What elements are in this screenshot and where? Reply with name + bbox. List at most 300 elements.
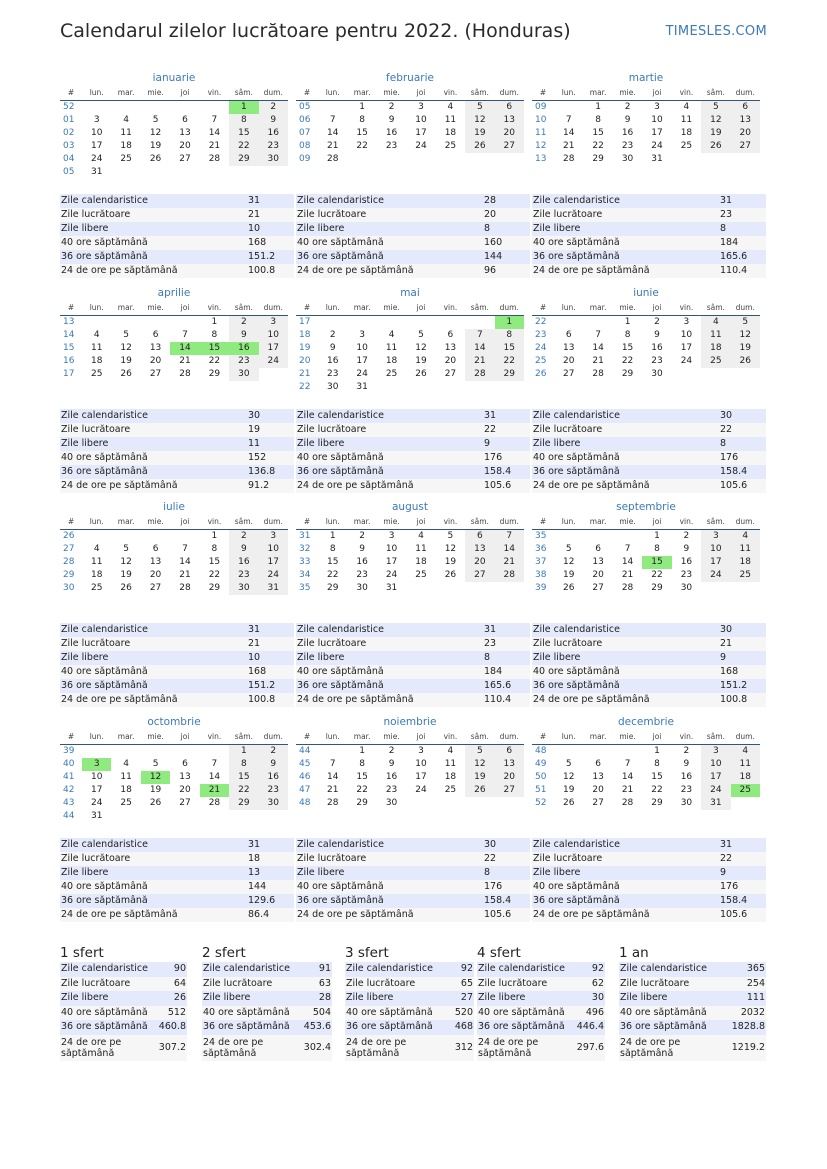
day-header: mar. — [347, 730, 376, 745]
stats-row — [296, 623, 530, 637]
day-header: sâm. — [701, 301, 730, 316]
week-number: 42 — [63, 785, 75, 795]
day-cell: 20 — [149, 356, 162, 366]
stats-row — [296, 236, 530, 250]
stats-row — [532, 693, 766, 707]
day-cell: 23 — [385, 785, 398, 795]
day-cell — [111, 316, 140, 329]
day-cell: 17 — [385, 557, 398, 567]
day-cell: 21 — [179, 356, 191, 366]
day-cell: 27 — [592, 583, 604, 593]
summary-value: 28 — [318, 992, 331, 1003]
day-cell: 5 — [418, 330, 424, 340]
day-cell: 26 — [149, 798, 162, 808]
month-calendar — [532, 70, 760, 166]
stats-label: 24 de ore pe săptămână — [61, 694, 178, 705]
day-cell — [583, 316, 612, 329]
summary-label: Zile calendaristice — [478, 963, 565, 974]
stats-row — [296, 838, 530, 852]
week-number: 07 — [299, 128, 311, 138]
day-cell: 22 — [621, 356, 634, 366]
day-cell: 11 — [90, 557, 103, 567]
day-cell: 24 — [701, 569, 730, 582]
day-header: sâm. — [465, 301, 494, 316]
day-cell: 7 — [465, 329, 494, 342]
day-cell: 18 — [731, 556, 760, 569]
summary-row — [60, 977, 187, 992]
day-cell: 6 — [495, 101, 524, 114]
stats-value: 129.6 — [248, 895, 276, 906]
stats-label: 40 ore săptămână — [61, 881, 148, 892]
summary-row — [60, 962, 187, 977]
day-cell: 19 — [731, 342, 760, 355]
day-cell: 2 — [229, 530, 258, 543]
day-cell — [259, 166, 288, 179]
day-cell: 28 — [208, 154, 221, 164]
stats-value: 176 — [484, 452, 503, 463]
day-cell — [465, 582, 494, 595]
day-cell — [406, 153, 435, 166]
day-cell: 16 — [259, 127, 288, 140]
day-cell: 19 — [149, 785, 162, 795]
day-cell: 28 — [621, 583, 634, 593]
stats-label: Zile libere — [297, 867, 345, 878]
day-cell: 16 — [259, 771, 288, 784]
day-cell: 23 — [259, 140, 288, 153]
day-cell: 11 — [120, 772, 132, 782]
week-number: 14 — [63, 330, 75, 340]
day-cell: 1 — [359, 746, 365, 756]
day-cell — [347, 316, 376, 329]
day-cell: 25 — [731, 569, 760, 582]
month-name: mai — [400, 287, 420, 299]
summary-row — [202, 1020, 332, 1035]
day-cell: 23 — [385, 141, 398, 151]
day-cell: 26 — [149, 154, 162, 164]
day-cell — [613, 745, 642, 758]
week-number: 09 — [535, 102, 547, 112]
week-number: 51 — [535, 785, 547, 795]
stats-label: 36 ore săptămână — [61, 680, 148, 691]
day-cell: 3 — [418, 746, 424, 756]
month-stats — [296, 194, 530, 278]
stats-value: 31 — [484, 410, 497, 421]
day-cell — [672, 153, 701, 166]
week-number: 45 — [299, 759, 311, 769]
day-cell: 11 — [120, 128, 132, 138]
month-grid — [60, 730, 288, 823]
day-cell — [318, 316, 347, 329]
day-cell: 9 — [683, 544, 690, 554]
day-cell: 10 — [385, 544, 398, 554]
day-cell: 9 — [388, 759, 395, 769]
day-cell: 2 — [654, 317, 660, 327]
day-header: sâm. — [465, 86, 494, 101]
day-cell — [554, 530, 583, 543]
day-header: vin. — [672, 730, 701, 745]
day-cell: 18 — [444, 128, 457, 138]
stats-label: 24 de ore pe săptămână — [533, 265, 650, 276]
day-header: sâm. — [229, 301, 258, 316]
day-cell: 29 — [229, 797, 258, 810]
summary-row — [477, 1020, 605, 1035]
stats-row — [532, 637, 766, 651]
day-cell — [465, 316, 494, 329]
stats-label: 24 de ore pe săptămână — [533, 909, 650, 920]
day-cell: 2 — [359, 531, 365, 541]
stats-label: Zile lucrătoare — [297, 424, 367, 435]
week-number: 44 — [63, 811, 75, 821]
week-number: 21 — [299, 369, 311, 379]
day-cell: 17 — [415, 772, 427, 782]
day-cell: 28 — [179, 583, 191, 593]
day-cell: 7 — [595, 330, 601, 340]
stats-row — [60, 908, 294, 922]
day-cell: 26 — [444, 570, 457, 580]
day-cell — [111, 810, 140, 823]
summary-value: 91 — [318, 963, 331, 974]
stats-value: 23 — [720, 209, 733, 220]
stats-label: Zile calendaristice — [61, 839, 148, 850]
day-header: # — [532, 86, 554, 101]
day-header: mie. — [613, 730, 642, 745]
day-cell: 20 — [592, 570, 604, 580]
stats-row — [296, 437, 530, 451]
month-grid — [296, 86, 524, 166]
day-cell: 10 — [415, 115, 427, 125]
day-cell: 30 — [326, 382, 339, 392]
day-cell: 28 — [495, 569, 524, 582]
day-cell: 4 — [123, 115, 129, 125]
day-cell: 2 — [683, 531, 690, 541]
stats-row — [60, 409, 294, 423]
stats-row — [60, 852, 294, 866]
day-cell: 25 — [680, 141, 693, 151]
day-cell: 30 — [259, 797, 288, 810]
day-cell: 30 — [651, 369, 663, 379]
stats-label: Zile calendaristice — [61, 624, 148, 635]
day-cell: 4 — [123, 759, 129, 769]
stats-row — [532, 250, 766, 264]
day-cell — [200, 745, 229, 758]
day-cell: 21 — [179, 570, 191, 580]
day-cell: 28 — [562, 154, 575, 164]
stats-row — [296, 194, 530, 208]
day-cell — [170, 530, 199, 543]
summary-label: 36 ore săptămână — [478, 1021, 565, 1032]
day-cell: 12 — [465, 114, 494, 127]
day-header: joi — [406, 730, 435, 745]
week-number: 32 — [299, 544, 311, 554]
day-header: vin. — [672, 86, 701, 101]
day-cell: 14 — [562, 128, 575, 138]
day-cell: 7 — [624, 759, 631, 769]
day-cell: 2 — [624, 102, 631, 112]
day-header: sâm. — [229, 515, 258, 530]
day-cell: 24 — [356, 369, 368, 379]
day-header: vin. — [436, 515, 465, 530]
stats-value: 160 — [484, 237, 503, 248]
stats-value: 30 — [248, 410, 261, 421]
stats-label: 24 de ore pe săptămână — [61, 265, 178, 276]
day-cell: 25 — [385, 369, 398, 379]
stats-label: 36 ore săptămână — [533, 251, 620, 262]
day-cell: 7 — [211, 115, 218, 125]
day-cell: 23 — [680, 785, 693, 795]
week-number: 39 — [535, 583, 547, 593]
stats-label: 24 de ore pe săptămână — [297, 694, 414, 705]
day-cell: 11 — [731, 758, 760, 771]
day-cell: 28 — [621, 798, 634, 808]
day-cell — [554, 745, 583, 758]
week-number: 29 — [63, 570, 75, 580]
stats-value: 31 — [248, 195, 261, 206]
day-header: mar. — [111, 301, 140, 316]
day-cell: 20 — [465, 556, 494, 569]
day-cell: 25 — [444, 785, 457, 795]
day-cell: 22 — [356, 785, 368, 795]
day-header: vin. — [200, 730, 229, 745]
stats-row — [60, 623, 294, 637]
stats-value: 136.8 — [248, 466, 276, 477]
summary-label: 24 de ore pe săptămână — [203, 1036, 264, 1059]
day-cell: 18 — [385, 356, 398, 366]
day-cell: 3 — [359, 330, 365, 340]
summary-value: 302.4 — [303, 1041, 331, 1053]
stats-value: 151.2 — [248, 680, 276, 691]
summary-row — [619, 1006, 766, 1021]
day-cell: 9 — [229, 329, 258, 342]
day-cell: 20 — [562, 356, 575, 366]
week-number: 20 — [299, 356, 311, 366]
stats-label: 40 ore săptămână — [533, 881, 620, 892]
day-cell: 14 — [621, 772, 634, 782]
day-cell: 13 — [444, 343, 457, 353]
day-cell: 6 — [495, 745, 524, 758]
day-cell: 3 — [418, 102, 424, 112]
stats-row — [60, 451, 294, 465]
day-cell — [436, 381, 465, 394]
stats-value: 176 — [484, 881, 503, 892]
summary-row — [202, 1035, 332, 1061]
day-cell: 4 — [418, 531, 424, 541]
day-header: mie. — [377, 301, 406, 316]
day-cell: 1 — [624, 317, 631, 327]
day-cell: 18 — [680, 128, 693, 138]
week-number: 40 — [63, 759, 75, 769]
day-header: vin. — [672, 515, 701, 530]
day-cell: 6 — [595, 759, 601, 769]
stats-row — [60, 437, 294, 451]
week-number: 15 — [63, 343, 75, 353]
week-number: 18 — [299, 330, 311, 340]
month-stats — [296, 838, 530, 922]
day-cell: 24 — [90, 154, 103, 164]
month-stats — [296, 409, 530, 493]
day-header: mie. — [377, 86, 406, 101]
day-cell: 6 — [465, 530, 494, 543]
stats-value: 100.8 — [720, 694, 748, 705]
summary-value: 92 — [460, 963, 473, 974]
day-header: dum. — [259, 730, 288, 745]
day-cell: 17 — [701, 556, 730, 569]
week-number: 52 — [63, 102, 75, 112]
day-cell: 8 — [229, 758, 258, 771]
day-header: lun. — [318, 301, 347, 316]
day-cell: 21 — [592, 356, 604, 366]
day-cell: 22 — [326, 570, 339, 580]
week-number: 03 — [63, 141, 75, 151]
stats-label: 24 de ore pe săptămână — [297, 909, 414, 920]
day-cell — [141, 810, 170, 823]
day-cell — [82, 316, 111, 329]
week-number: 16 — [63, 356, 75, 366]
summary-label: 24 de ore pe săptămână — [478, 1036, 539, 1059]
month-calendar — [532, 285, 760, 381]
week-number: 10 — [535, 115, 547, 125]
day-cell: 10 — [680, 330, 693, 340]
month-stats — [60, 194, 294, 278]
stats-value: 105.6 — [720, 909, 748, 920]
stats-label: 36 ore săptămână — [61, 895, 148, 906]
stats-value: 8 — [484, 652, 491, 663]
stats-value: 22 — [720, 853, 733, 864]
summary-label: Zile libere — [203, 992, 251, 1003]
day-cell: 8 — [359, 115, 365, 125]
stats-value: 168 — [248, 237, 267, 248]
day-cell: 20 — [179, 141, 191, 151]
day-cell: 16 — [356, 557, 368, 567]
stats-row — [532, 423, 766, 437]
day-cell: 4 — [731, 745, 760, 758]
day-cell: 11 — [444, 759, 457, 769]
stats-label: Zile calendaristice — [297, 624, 384, 635]
day-cell: 27 — [592, 798, 604, 808]
stats-value: 31 — [720, 839, 733, 850]
day-cell — [200, 810, 229, 823]
summary-value: 30 — [591, 992, 604, 1003]
day-cell: 7 — [211, 759, 218, 769]
day-cell: 27 — [179, 798, 191, 808]
stats-value: 8 — [484, 867, 491, 878]
stats-row — [60, 423, 294, 437]
week-number: 27 — [63, 544, 75, 554]
day-cell: 6 — [182, 759, 188, 769]
day-cell: 16 — [229, 556, 258, 569]
day-cell: 31 — [385, 583, 398, 593]
day-header: joi — [170, 301, 199, 316]
day-cell: 5 — [447, 531, 454, 541]
day-cell: 28 — [208, 798, 221, 808]
stats-value: 8 — [484, 223, 491, 234]
day-cell: 25 — [731, 784, 760, 797]
day-cell: 12 — [444, 544, 457, 554]
day-cell: 15 — [208, 557, 221, 567]
day-header: vin. — [436, 730, 465, 745]
stats-value: 21 — [248, 638, 261, 649]
stats-row — [60, 479, 294, 493]
stats-value: 9 — [484, 438, 491, 449]
day-header: mie. — [377, 515, 406, 530]
day-cell: 24 — [90, 798, 103, 808]
day-cell: 9 — [683, 759, 690, 769]
summary-value: 453.6 — [303, 1021, 331, 1032]
day-header: mie. — [141, 86, 170, 101]
day-cell: 20 — [495, 127, 524, 140]
week-number: 05 — [63, 167, 75, 177]
summary-label: 40 ore săptămână — [478, 1006, 565, 1018]
week-number: 23 — [535, 330, 547, 340]
day-header: mar. — [111, 730, 140, 745]
summary-row — [477, 991, 605, 1006]
day-cell: 18 — [90, 570, 103, 580]
day-cell: 13 — [495, 114, 524, 127]
day-cell: 7 — [329, 115, 336, 125]
month-calendar — [60, 499, 288, 595]
stats-value: 151.2 — [248, 251, 276, 262]
day-header: mie. — [377, 730, 406, 745]
day-cell: 14 — [208, 128, 221, 138]
stats-label: 36 ore săptămână — [533, 466, 620, 477]
day-cell: 25 — [444, 141, 457, 151]
month-name: decembrie — [618, 716, 674, 728]
month-grid — [532, 515, 760, 595]
day-cell: 6 — [182, 115, 188, 125]
day-cell: 31 — [651, 154, 663, 164]
day-cell: 8 — [229, 114, 258, 127]
stats-label: Zile libere — [533, 652, 581, 663]
day-cell: 25 — [90, 583, 103, 593]
day-cell: 21 — [621, 570, 634, 580]
summary-title: 2 sfert — [202, 945, 246, 961]
week-number: 22 — [535, 317, 547, 327]
day-cell: 13 — [495, 758, 524, 771]
day-cell: 15 — [356, 128, 368, 138]
summary-row — [619, 962, 766, 977]
stats-value: 22 — [720, 424, 733, 435]
day-cell: 26 — [562, 798, 575, 808]
day-header: mar. — [583, 301, 612, 316]
day-cell: 16 — [229, 342, 258, 355]
stats-value: 165.6 — [484, 680, 512, 691]
summary-row — [202, 1006, 332, 1021]
week-number: 04 — [63, 154, 75, 164]
site-link[interactable]: TIMESLES.COM — [665, 24, 767, 39]
stats-label: 40 ore săptămână — [61, 666, 148, 677]
day-cell: 5 — [123, 544, 129, 554]
day-cell: 22 — [651, 570, 663, 580]
day-header: dum. — [259, 301, 288, 316]
summary-label: Zile calendaristice — [346, 963, 433, 974]
stats-value: 31 — [484, 624, 497, 635]
summary-block — [619, 944, 766, 1061]
stats-row — [532, 866, 766, 880]
month-grid — [296, 515, 524, 595]
week-number: 41 — [63, 772, 75, 782]
stats-value: 168 — [248, 666, 267, 677]
day-cell: 10 — [415, 759, 427, 769]
day-cell — [731, 368, 760, 381]
day-cell: 4 — [731, 530, 760, 543]
stats-row — [60, 838, 294, 852]
day-cell: 24 — [415, 785, 427, 795]
stats-value: 144 — [248, 881, 267, 892]
day-cell: 19 — [415, 356, 427, 366]
day-cell — [229, 166, 258, 179]
stats-value: 168 — [720, 666, 739, 677]
summary-label: 24 de ore pe săptămână — [346, 1036, 407, 1059]
day-cell: 1 — [211, 531, 218, 541]
